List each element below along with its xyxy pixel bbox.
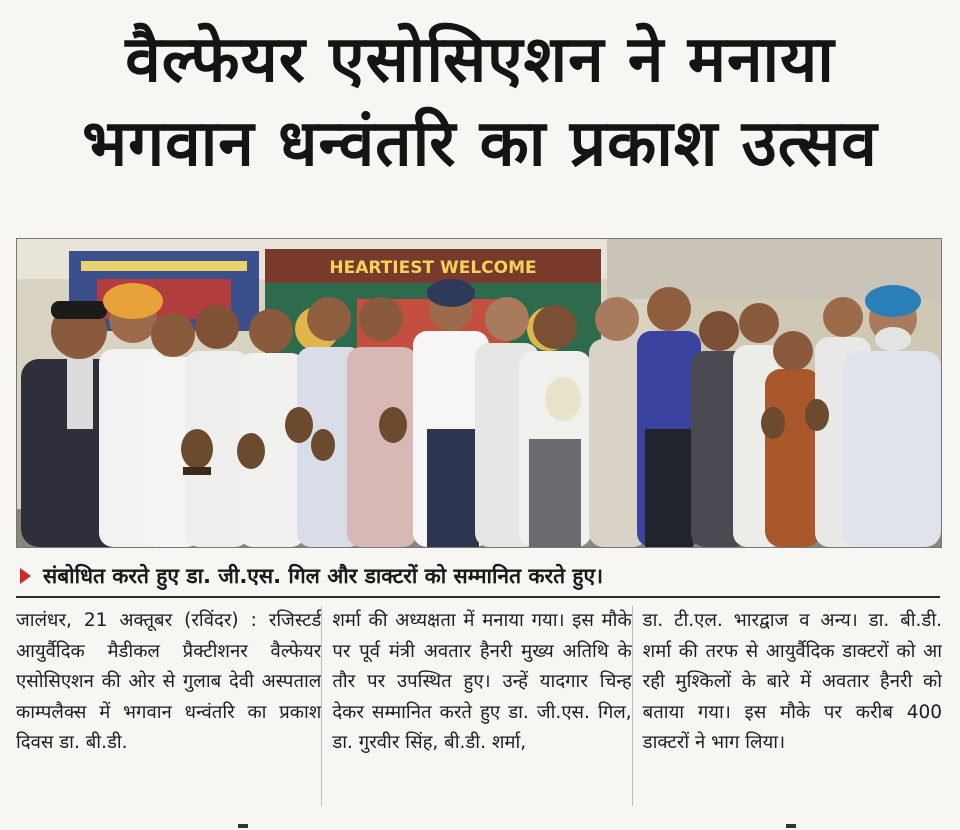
photo-caption	[16, 556, 940, 598]
caption-arrow-icon	[20, 568, 31, 584]
bottom-edge-marks	[0, 818, 960, 830]
headline-line-1: वैल्फेयर एसोसिएशन ने मनाया	[125, 23, 835, 97]
article-body	[16, 606, 942, 806]
banner-text: HEARTIEST WELCOME	[329, 258, 537, 278]
article-column-2: शर्मा की अध्यक्षता में मनाया गया। इस मौके पर पूर्व मंत्री अवतार हैनरी मुख्य अतिथि के तौर पर उपस्थित हुए। उन्हें यादगार चिन्ह देकर सम्मानित करते हुए डा. जी.एस. गिल, डा. गुरवीर सिंह, बी.डी. शर्मा,	[321, 606, 631, 806]
headline	[0, 18, 960, 186]
headline-line-2: भगवान धन्वंतरि का प्रकाश उत्सव	[82, 107, 878, 181]
article-column-1: जालंधर, 21 अक्तूबर (रविंदर) : रजिस्टर्ड आयुर्वैदिक मैडीकल प्रैक्टीशनर वैल्फेयर एसोसिएशन की ओर से गुलाब देवी अस्पताल काम्पलैक्स में भगवान धन्वंतरि का प्रकाश दिवस डा. बी.डी.	[16, 610, 322, 753]
caption-text: संबोधित करते हुए डा. जी.एस. गिल और डाक्टरों को सम्मानित करते हुए।	[43, 564, 604, 588]
article-column-3: डा. टी.एल. भारद्वाज व अन्य। डा. बी.डी. शर्मा की तरफ से आयुर्वैदिक डाक्टरों को आ रही मुश्किलों के बारे में अवतार हैनरी को बताया गया। इस मौके पर करीब 400 डाक्टरों ने भाग लिया।	[632, 606, 942, 806]
photo-illustration	[17, 239, 941, 547]
news-photo	[16, 238, 942, 548]
